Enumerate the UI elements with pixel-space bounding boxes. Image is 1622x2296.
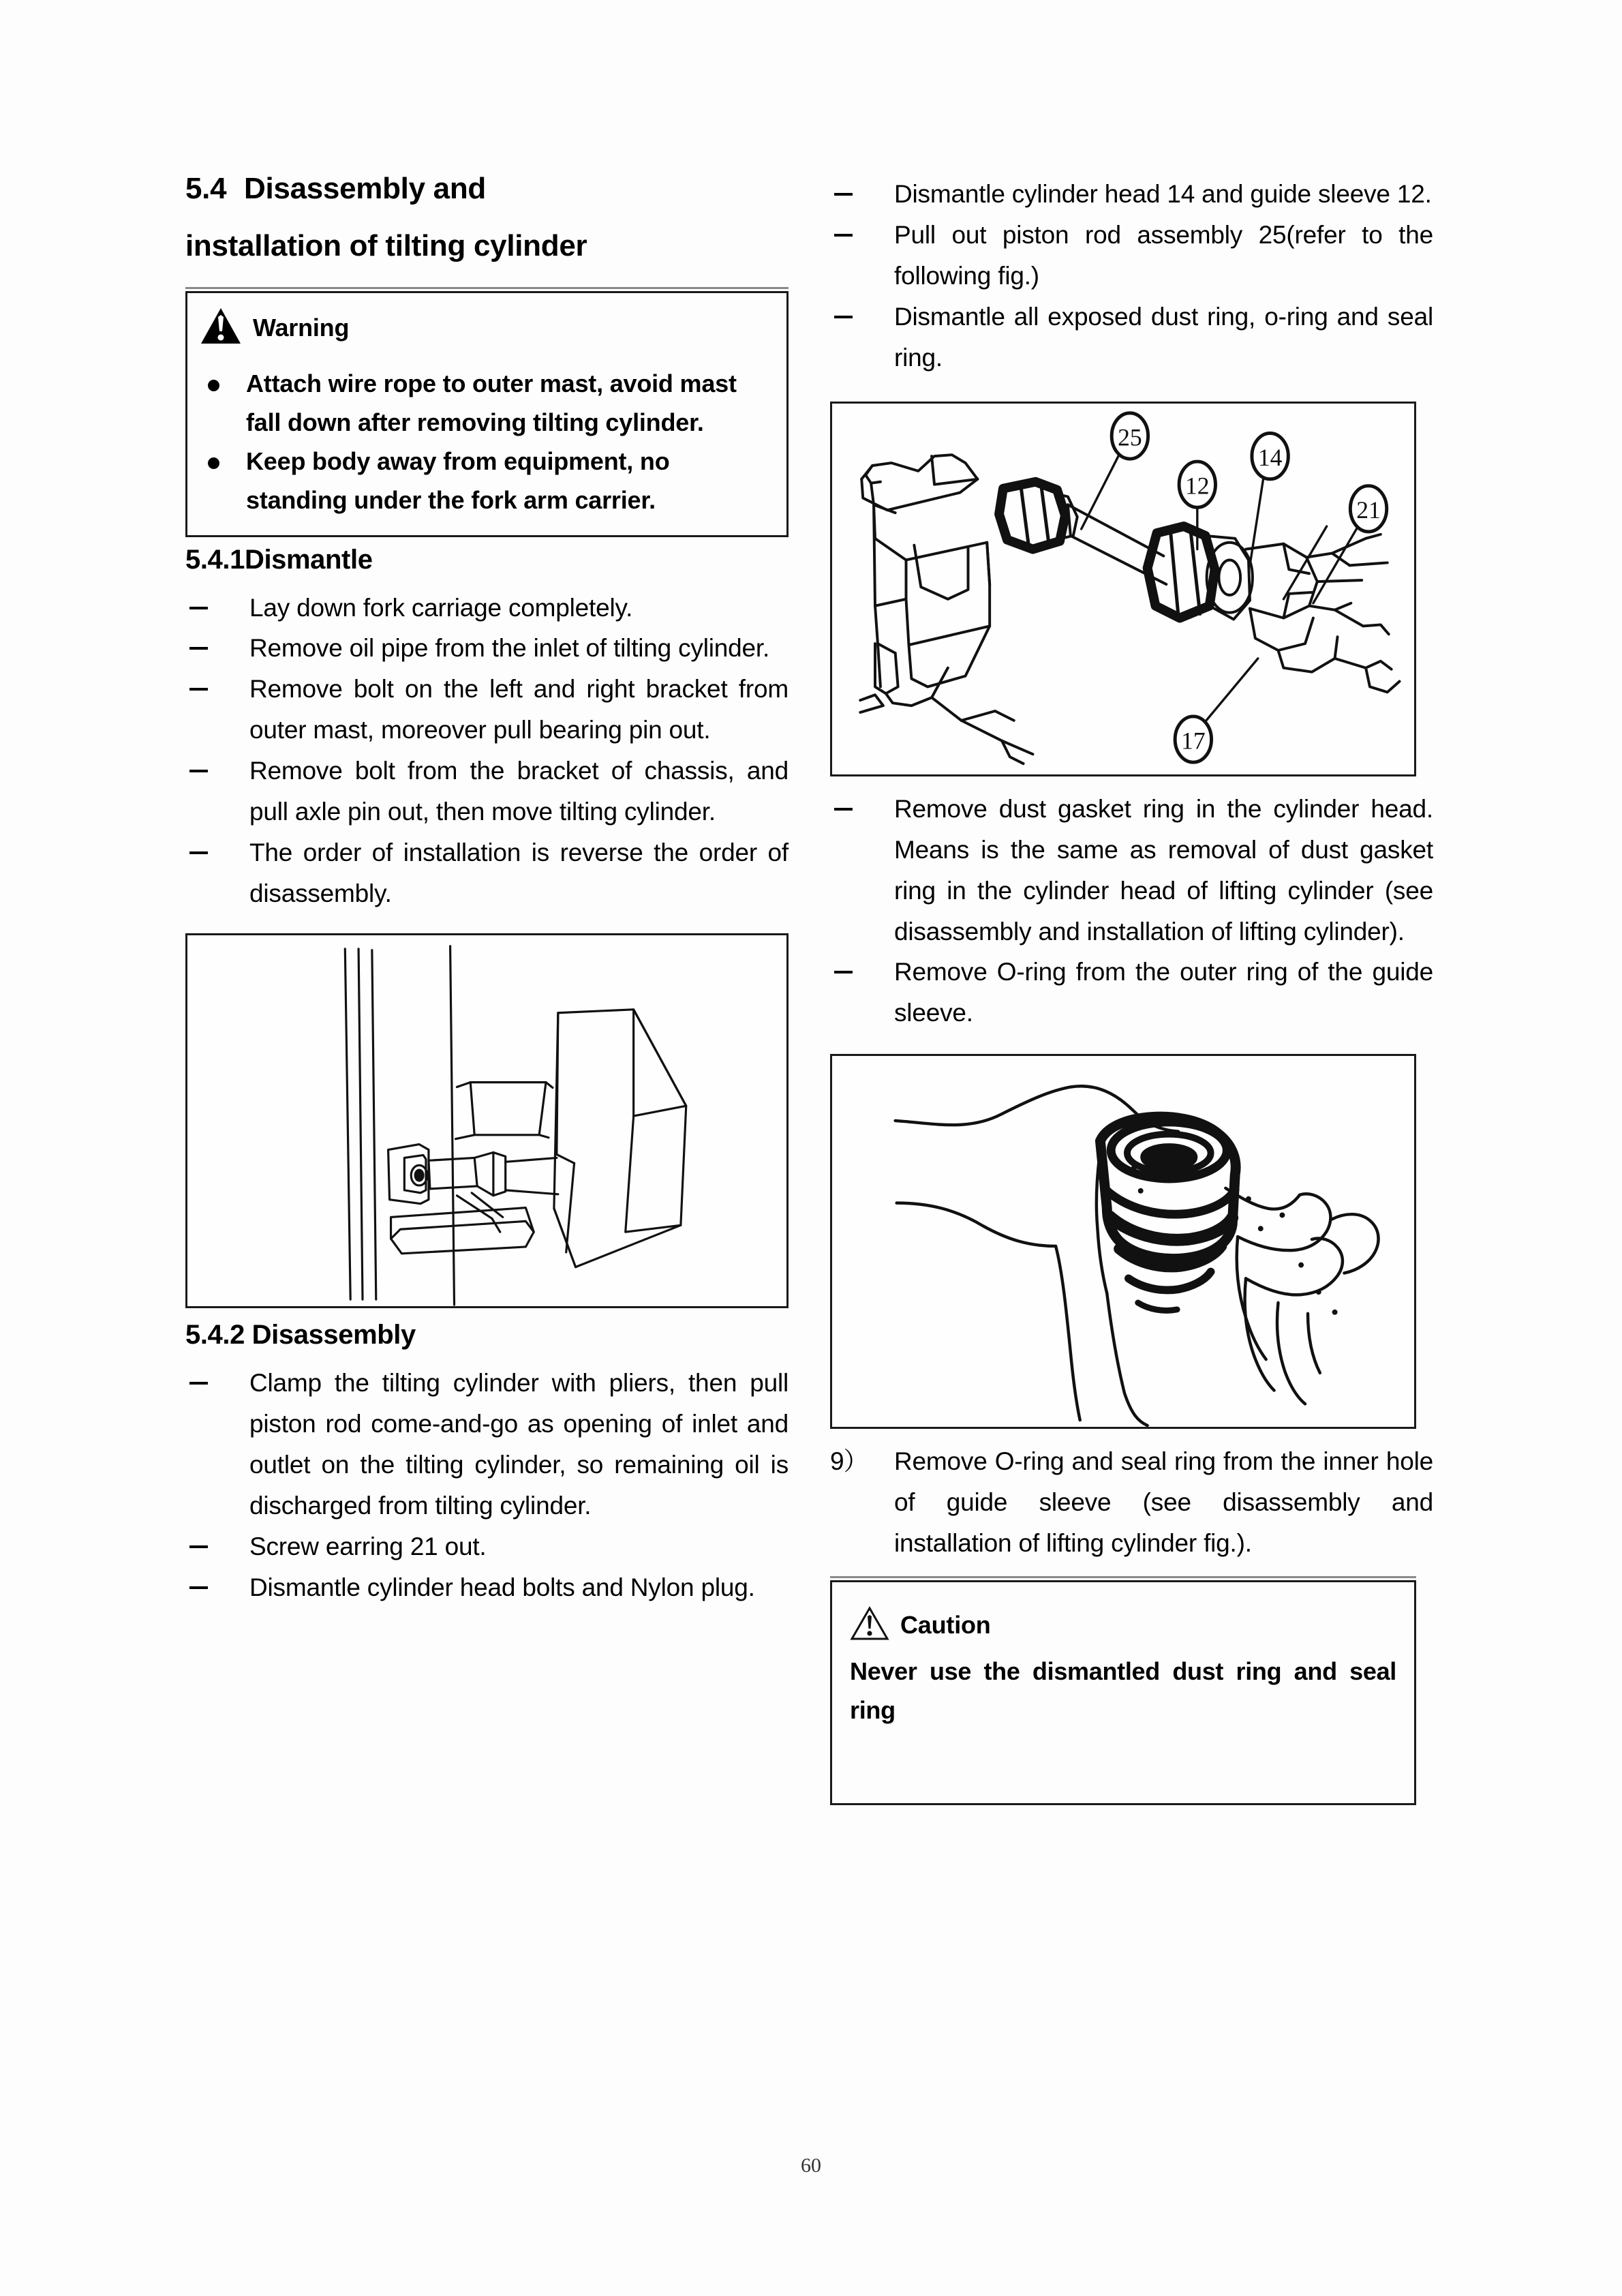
subsection-heading-disassembly: 5.4.2 Disassembly [185,1320,416,1350]
list-item-text: Dismantle cylinder head 14 and guide sleeve 12. [894,180,1432,208]
warning-item [200,442,770,520]
dash-bullet-icon [189,1382,208,1385]
warning-header [200,307,770,348]
dash-bullet-icon [834,971,853,973]
list-item [185,832,789,914]
dash-bullet-icon [834,316,853,318]
list-item [830,297,1433,378]
list-item-text: Remove bolt from the bracket of chassis, and pull axle pin out, then move tilting cylinder. [249,757,789,826]
caution-box [830,1580,1416,1805]
warning-title: Warning [253,313,350,342]
list-item-text: Remove dust gasket ring in the cylinder head. Means is the same as removal of dust gasket ring in the cylinder head of lifting cylinder (see disassembly and installation of lifting cylinder). [894,794,1433,946]
dash-bullet-icon [189,1545,208,1548]
dash-bullet-icon [834,808,853,811]
list-item-marker: 9） [830,1447,868,1476]
hand-guide-sleeve-drawing [832,1056,1414,1427]
list-item-text: The order of installation is reverse the order of disassembly. [249,839,789,908]
right-numbered-list [830,1441,1433,1564]
subsection-heading-dismantle: 5.4.1Dismantle [185,544,373,575]
list-item [185,1526,789,1567]
list-item-text: Remove bolt on the left and right bracket from outer mast, moreover pull bearing pin out. [249,675,789,744]
section-title-line1: Disassembly and [244,172,486,205]
warning-triangle-filled-icon [200,307,242,348]
list-item [185,1363,789,1526]
list-item [830,789,1433,952]
right-mid-list [830,789,1433,1034]
caution-title: Caution [900,1610,991,1639]
callout-12 [1179,462,1215,507]
list-item-text: Screw earring 21 out. [249,1532,487,1560]
dash-bullet-icon [189,1586,208,1589]
figure-hand-guide-sleeve [830,1054,1416,1429]
caution-triangle-outline-icon [850,1605,889,1644]
left-column [185,174,789,1608]
list-item [185,628,789,669]
list-item [185,1567,789,1608]
mast-bracket-drawing [187,935,786,1306]
svg-text:17: 17 [1181,727,1206,755]
list-item [185,751,789,832]
cylinder-assembly-drawing [832,404,1414,774]
bullet-dot-icon [208,380,219,391]
list-item-text: Remove oil pipe from the inlet of tilting cylinder. [249,634,770,663]
list-item [830,1441,1433,1564]
callout-25 [1112,413,1148,459]
page-title [185,174,789,204]
callout-17 [1175,716,1211,762]
dash-bullet-icon [834,234,853,237]
list-item [830,952,1433,1033]
callout-14 [1252,433,1288,479]
dash-bullet-icon [834,193,853,196]
dash-bullet-icon [189,688,208,691]
svg-text:12: 12 [1185,472,1210,500]
section-title-line2: installation of tilting cylinder [185,229,587,262]
figure-cylinder-exploded [830,402,1416,776]
callout-21 [1350,485,1386,531]
list-item-text: Remove O-ring and seal ring from the inner hole of guide sleeve (see disassembly and installation of lifting cylinder fig.). [894,1447,1433,1558]
warning-box [185,291,789,537]
svg-text:25: 25 [1118,423,1142,451]
bullet-dot-icon [208,457,219,469]
caution-header [850,1605,1396,1644]
page-number: 60 [801,2154,821,2177]
warning-item [200,365,770,442]
disassembly-list [185,1363,789,1608]
dismantle-list [185,588,789,915]
dash-bullet-icon [189,607,208,609]
list-item-text: Dismantle all exposed dust ring, o-ring and seal ring. [894,302,1433,372]
warning-item-text: Keep body away from equipment, no standing under the fork arm carrier. [246,447,670,514]
list-item-text: Remove O-ring from the outer ring of the guide sleeve. [894,958,1433,1027]
section-number: 5.4 [185,172,227,205]
figure-mast-bracket [185,933,789,1308]
list-item [830,215,1433,297]
caution-body-text: Never use the dismantled dust ring and seal ring [850,1657,1396,1724]
list-item [185,588,789,629]
warning-item-text: Attach wire rope to outer mast, avoid mast fall down after removing tilting cylinder. [246,369,737,436]
list-item-text: Clamp the tilting cylinder with pliers, then pull piston rod come-and-go as opening of inlet and outlet on the tilting cylinder, so remaining oil is discharged from tilting cylinder. [249,1369,789,1520]
svg-text:14: 14 [1257,443,1283,471]
list-item [185,669,789,751]
dash-bullet-icon [189,647,208,650]
warning-item-list [200,365,770,520]
list-item-text: Pull out piston rod assembly 25(refer to the following fig.) [894,220,1433,290]
dash-bullet-icon [189,770,208,772]
list-item-text: Dismantle cylinder head bolts and Nylon plug. [249,1573,755,1601]
svg-text:21: 21 [1356,496,1381,524]
right-column [830,174,1433,1805]
right-top-list [830,174,1433,378]
list-item [830,174,1433,215]
list-item-text: Lay down fork carriage completely. [249,593,633,622]
dash-bullet-icon [189,851,208,854]
